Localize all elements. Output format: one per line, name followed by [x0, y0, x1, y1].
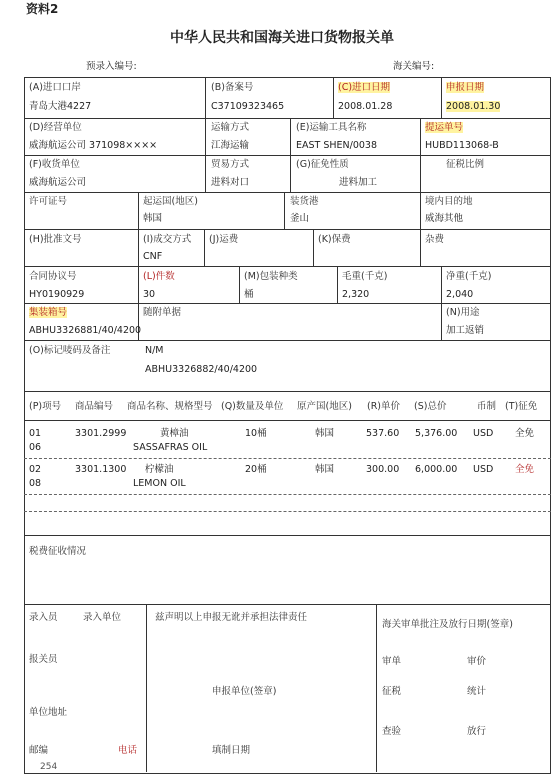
goods-unit-price: 300.00 — [366, 464, 400, 475]
goods-unit-price: 537.60 — [366, 428, 400, 439]
goods-currency: USD — [473, 428, 494, 439]
operator-label: (D)经营单位 — [29, 122, 82, 133]
container-no-value: ABHU3326881/40/4200 — [29, 325, 142, 336]
origin-country-value: 韩国 — [143, 213, 163, 224]
exemption-nature-label: (G)征免性质 — [296, 159, 349, 170]
preentry-no-label: 预录入编号: — [86, 61, 137, 72]
goods-item-seq: 06 — [29, 442, 42, 453]
marks-value-1: N/M — [145, 345, 164, 356]
destination-value: 威海其他 — [425, 213, 464, 224]
col-unit-price: (R)单价 — [367, 401, 401, 412]
marks-label: (O)标记唛码及备注 — [29, 345, 111, 356]
net-weight-value: 2,040 — [446, 289, 474, 300]
col-origin: 原产国(地区) — [297, 401, 352, 412]
customs-no-label: 海关编号: — [393, 61, 435, 72]
use-value: 加工返销 — [446, 325, 485, 336]
gross-weight-label: 毛重(千克) — [342, 271, 388, 282]
goods-total-price: 6,000.00 — [415, 464, 458, 475]
stats-label: 统计 — [467, 686, 487, 697]
goods-origin: 韩国 — [315, 428, 335, 439]
package-type-value: 桶 — [244, 289, 254, 300]
page-title: 中华人民共和国海关进口货物报关单 — [170, 30, 394, 46]
approval-no-label: (H)批准文号 — [29, 234, 82, 245]
valuation-label: 审价 — [467, 656, 487, 667]
pieces-value: 30 — [143, 289, 156, 300]
goods-exemption: 全免 — [515, 464, 535, 475]
trade-mode-label: 贸易方式 — [211, 159, 250, 170]
postcode-label: 邮编 — [29, 745, 49, 756]
loading-port-value: 釜山 — [290, 213, 310, 224]
attached-docs-label: 随附单据 — [143, 307, 182, 318]
declaration-statement: 兹声明以上申报无讹并承担法律责任 — [155, 612, 308, 623]
goods-name-cn: 黄樟油 — [160, 428, 189, 439]
customs-approval-label: 海关审单批注及放行日期(签章) — [382, 619, 513, 630]
col-currency: 币制 — [477, 401, 497, 412]
goods-code: 3301.1300 — [75, 464, 127, 475]
goods-quantity: 20桶 — [245, 464, 267, 475]
consignee-value: 威海航运公司 — [29, 177, 87, 188]
import-port-value: 青岛大港4227 — [29, 101, 92, 112]
consignee-label: (F)收货单位 — [29, 159, 80, 170]
contract-no-label: 合同协议号 — [29, 271, 77, 282]
goods-currency: USD — [473, 464, 494, 475]
goods-item-no: 01 — [29, 428, 42, 439]
trade-mode-value: 进料对口 — [211, 177, 250, 188]
origin-country-label: 起运国(地区) — [143, 196, 198, 207]
declaration-form — [24, 77, 551, 774]
entry-unit-label: 录入单位 — [83, 612, 122, 623]
package-type-label: (M)包装种类 — [244, 271, 298, 282]
goods-code: 3301.2999 — [75, 428, 127, 439]
goods-item-no: 02 — [29, 464, 42, 475]
loading-port-label: 装货港 — [290, 196, 319, 207]
vehicle-name-label: (E)运输工具名称 — [296, 122, 367, 133]
operator-value: 威海航运公司 371098×××× — [29, 140, 158, 151]
page-number: 254 — [40, 762, 58, 772]
review-label: 审单 — [382, 656, 402, 667]
tax-collection-label: 税费征收情况 — [29, 546, 87, 557]
col-total-price: (S)总价 — [414, 401, 447, 412]
material-label: 资料2 — [26, 2, 59, 16]
declarant-label: 报关员 — [29, 654, 58, 665]
import-date-value: 2008.01.28 — [338, 101, 393, 112]
transport-mode-label: 运输方式 — [211, 122, 250, 133]
record-no-label: (B)备案号 — [211, 82, 254, 93]
marks-value-2: ABHU3326882/40/4200 — [145, 364, 258, 375]
deal-mode-value: CNF — [143, 251, 163, 262]
vehicle-name-value: EAST SHEN/0038 — [296, 140, 378, 151]
col-commodity-name: 商品名称、规格型号 — [127, 401, 213, 412]
destination-label: 境内目的地 — [425, 196, 473, 207]
bill-of-lading-value: HUBD113068-B — [425, 140, 499, 151]
release-label: 放行 — [467, 726, 487, 737]
goods-item-seq: 08 — [29, 478, 42, 489]
declare-unit-label: 申报单位(签章) — [212, 686, 277, 697]
inspect-label: 查验 — [382, 726, 402, 737]
col-quantity: (Q)数量及单位 — [221, 401, 284, 412]
phone-label: 电话 — [118, 745, 138, 756]
goods-exemption: 全免 — [515, 428, 535, 439]
declare-date-value: 2008.01.30 — [446, 101, 501, 112]
goods-quantity: 10桶 — [245, 428, 267, 439]
goods-name-en: SASSAFRAS OIL — [133, 442, 208, 453]
col-exemption: (T)征免 — [505, 401, 538, 412]
gross-weight-value: 2,320 — [342, 289, 370, 300]
unit-address-label: 单位地址 — [29, 707, 68, 718]
license-no-label: 许可证号 — [29, 196, 68, 207]
col-commodity-code: 商品编号 — [75, 401, 114, 412]
deal-mode-label: (I)成交方式 — [143, 234, 192, 245]
transport-mode-value: 江海运输 — [211, 140, 250, 151]
goods-name-cn: 柠檬油 — [145, 464, 174, 475]
net-weight-label: 净重(千克) — [446, 271, 492, 282]
freight-label: (J)运费 — [209, 234, 239, 245]
exemption-nature-value: 进料加工 — [339, 177, 378, 188]
misc-fee-label: 杂费 — [425, 234, 445, 245]
goods-origin: 韩国 — [315, 464, 335, 475]
col-item-no: (P)项号 — [29, 401, 62, 412]
contract-no-value: HY0190929 — [29, 289, 85, 300]
fill-date-label: 填制日期 — [212, 745, 251, 756]
goods-total-price: 5,376.00 — [415, 428, 458, 439]
declare-date-label: 申报日期 — [446, 82, 485, 93]
container-no-label: 集装箱号 — [29, 307, 68, 318]
tax-label: 征税 — [382, 686, 402, 697]
import-date-label: (C)进口日期 — [338, 82, 391, 93]
entry-clerk-label: 录入员 — [29, 612, 58, 623]
bill-of-lading-label: 提运单号 — [425, 122, 464, 133]
insurance-label: (K)保费 — [318, 234, 351, 245]
use-label: (N)用途 — [446, 307, 480, 318]
import-port-label: (A)进口口岸 — [29, 82, 81, 93]
record-no-value: C37109323465 — [211, 101, 285, 112]
pieces-label: (L)件数 — [143, 271, 175, 282]
goods-name-en: LEMON OIL — [133, 478, 186, 489]
tax-ratio-label: 征税比例 — [446, 159, 485, 170]
